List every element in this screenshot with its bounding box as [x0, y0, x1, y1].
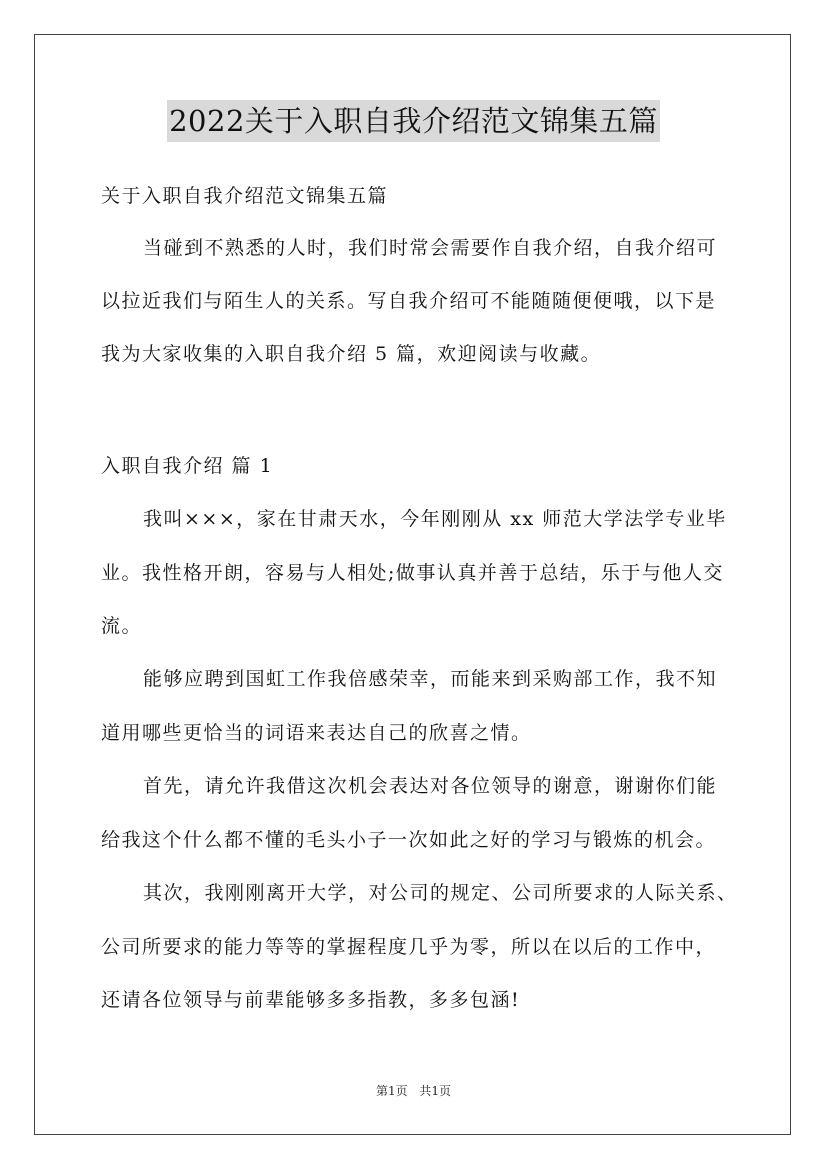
- intro-line: 以拉近我们与陌生人的关系。写自我介绍可不能随随便便哦，以下是: [101, 290, 717, 312]
- body-line: 首先，请允许我借这次机会表达对各位领导的谢意，谢谢你们能: [143, 775, 718, 797]
- title-container: [0, 100, 827, 142]
- page-footer: [0, 1083, 827, 1099]
- intro-line: 我为大家收集的入职自我介绍 5 篇，欢迎阅读与收藏。: [101, 343, 602, 365]
- section-heading: 入职自我介绍 篇 1: [101, 455, 274, 477]
- document-title: 2022关于入职自我介绍范文锦集五篇: [167, 100, 660, 142]
- body-line: 能够应聘到国虹工作我倍感荣幸，而能来到采购部工作，我不知: [143, 668, 718, 690]
- body-line: 我叫×××，家在甘肃天水，今年刚刚从 xx 师范大学法学专业毕: [143, 508, 727, 530]
- body-line: 公司所要求的能力等等的掌握程度几乎为零，所以在以后的工作中，: [101, 936, 717, 958]
- body-line: 其次，我刚刚离开大学，对公司的规定、公司所要求的人际关系、: [143, 882, 738, 904]
- body-line: 业。我性格开朗，容易与人相处;做事认真并善于总结，乐于与他人交: [101, 562, 724, 584]
- intro-line: 当碰到不熟悉的人时，我们时常会需要作自我介绍，自我介绍可: [143, 237, 718, 259]
- body-line: 还请各位领导与前辈能够多多指教，多多包涵!: [101, 989, 521, 1011]
- page-total: 共1页: [419, 1084, 452, 1098]
- body-line: 给我这个什么都不懂的毛头小子一次如此之好的学习与锻炼的机会。: [101, 829, 717, 851]
- document-subtitle: 关于入职自我介绍范文锦集五篇: [101, 185, 389, 207]
- body-line: 流。: [101, 615, 143, 637]
- page-number: 第1页: [375, 1084, 408, 1098]
- body-line: 道用哪些更恰当的词语来表达自己的欣喜之情。: [101, 722, 532, 744]
